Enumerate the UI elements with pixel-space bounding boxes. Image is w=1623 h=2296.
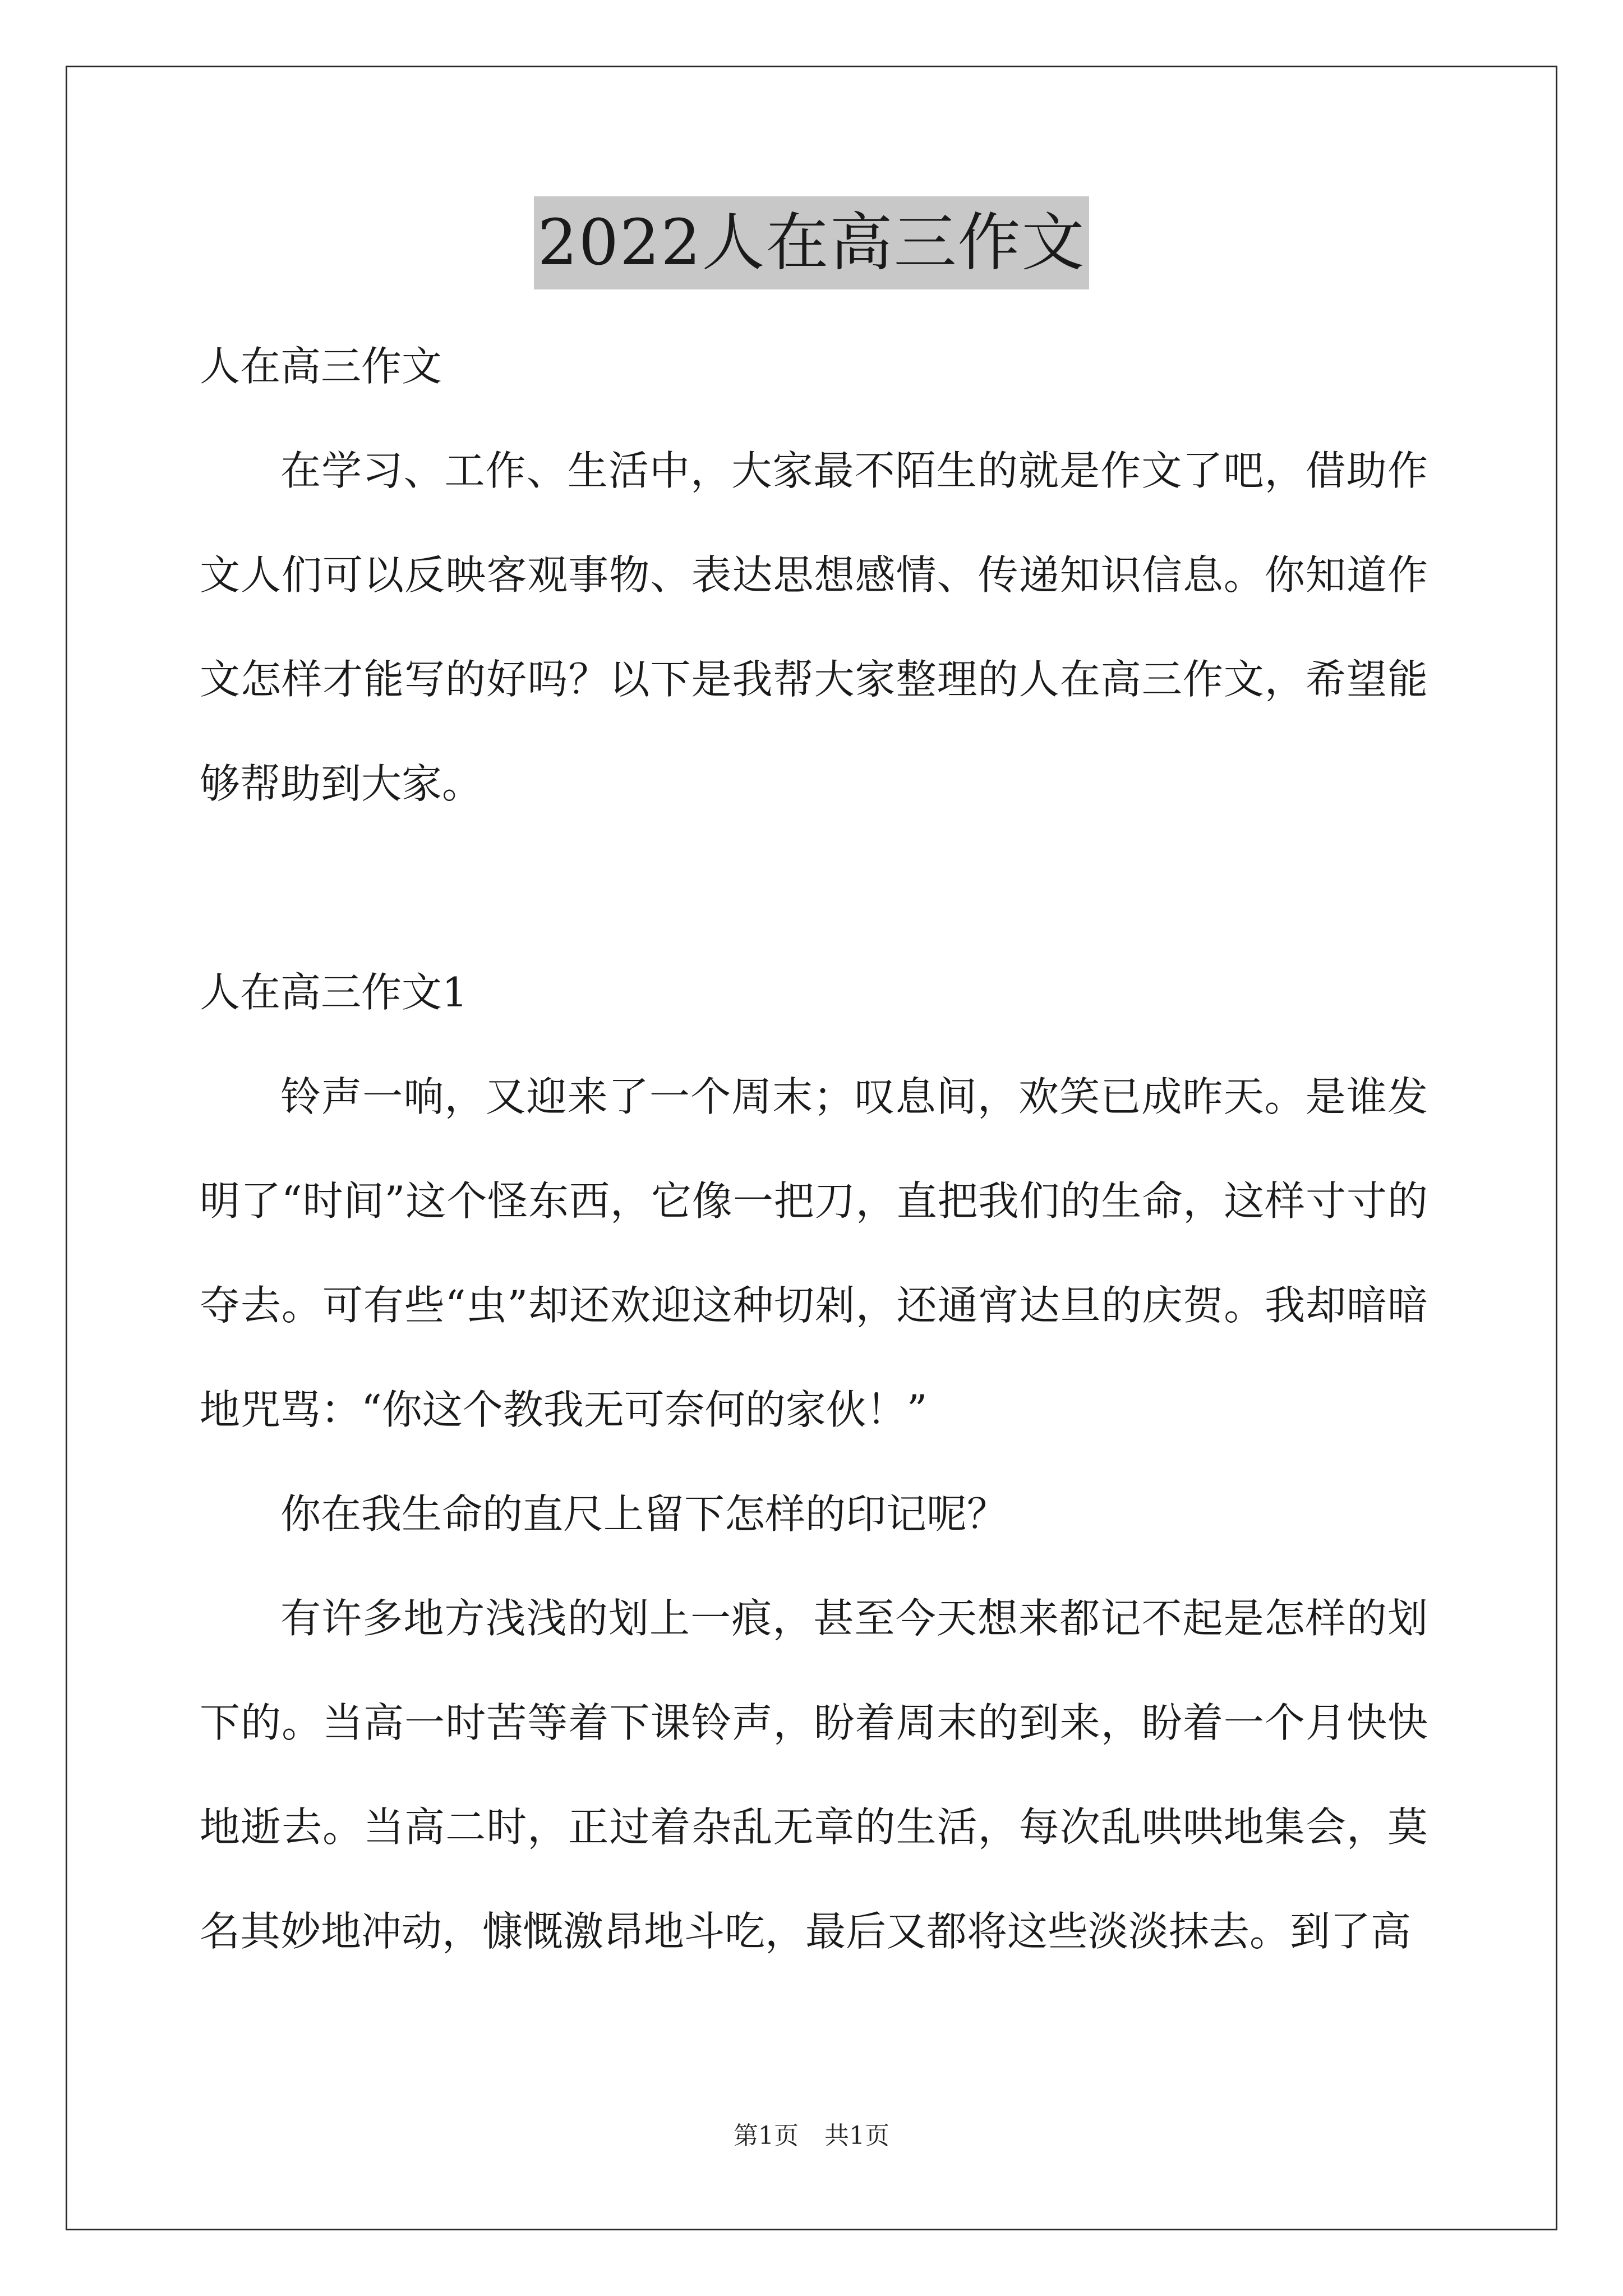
page-number-current: 第1页 — [734, 2122, 799, 2150]
subtitle: 人在高三作文 — [200, 343, 442, 390]
page-number-total: 共1页 — [824, 2122, 889, 2150]
body-paragraph-3: 有许多地方浅浅的划上一痕，甚至今天想来都记不起是怎样的划下的。当高一时苦等着下课铃声，盼着周末的到来，盼着一个月快快地逝去。当高二时，正过着杂乱无章的生活，每次乱哄哄地集会，莫名其妙地冲动，慷慨激昂地斗吃，最后又都将这些淡淡抹去。到了高 — [200, 1595, 1428, 1955]
section-heading: 人在高三作文1 — [200, 969, 468, 1016]
title-container — [0, 196, 1623, 289]
document-title: 2022人在高三作文 — [534, 196, 1089, 289]
document-body — [200, 314, 1428, 1984]
body-paragraph-1: 铃声一响，又迎来了一个周末；叹息间，欢笑已成昨天。是谁发明了“时间”这个怪东西，它像一把刀，直把我们的生命，这样寸寸的夺去。可有些“虫”却还欢迎这种切剁，还通宵达旦的庆贺。我却暗暗地咒骂：“你这个教我无可奈何的家伙！” — [200, 1073, 1428, 1433]
body-paragraph-2: 你在我生命的直尺上留下怎样的印记呢？ — [280, 1490, 1008, 1538]
page-footer — [0, 2119, 1623, 2153]
section-spacer — [200, 836, 1428, 940]
intro-paragraph: 在学习、工作、生活中，大家最不陌生的就是作文了吧，借助作文人们可以反映客观事物、表达思想感情、传递知识信息。你知道作文怎样才能写的好吗？以下是我帮大家整理的人在高三作文，希望能够帮助到大家。 — [200, 447, 1428, 807]
